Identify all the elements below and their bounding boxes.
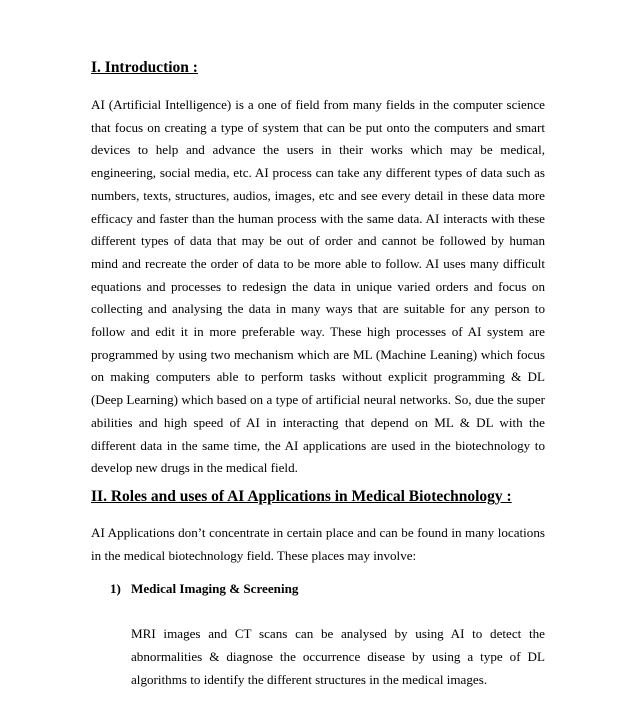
list-item-medical-imaging (110, 579, 564, 599)
document-page (91, 58, 545, 705)
list-item-title: Medical Imaging & Screening (131, 581, 299, 597)
section-2-paragraph: AI Applications don’t concentrate in certain place and can be found in many locations in the medical biotechnology field. These places may involve: (91, 524, 545, 563)
section-2-heading: II. Roles and uses of AI Applications in Medical Biotechnology : (91, 487, 512, 505)
list-item-number: 1) (110, 581, 121, 597)
section-1-paragraph: AI (Artificial Intelligence) is a one of field from many fields in the computer science that focus on creating a type of system that can be put onto the computers and smart devices to help and advance the users in their works which may be medical, engineering, social media, etc. AI process can take any different types of data such as numbers, texts, structures, audios, images, etc and see every detail in these data more efficacy and faster than the human process with the same data. AI interacts with these different types of data that may be out of order and cannot be followed by human mind and recreate the order of data to be more able to follow. AI uses many difficult equations and processes to redesign the data in unique varied orders and focus on collecting and analysing the data in many ways that are suitable for any person to follow and edit it in more preferable way. These high processes of AI system are programmed by using two mechanism which are ML (Machine Leaning) which focus on making computers able to perform tasks without explicit programming & DL (Deep Learning) which based on a type of artificial neural networks. So, due the super abilities and high speed of AI in interacting that depend on ML & DL with the different data in the same time, the AI applications are used in the biotechnology to develop new drugs in the medical field. (91, 97, 545, 476)
section-1-heading: I. Introduction : (91, 59, 198, 76)
list-item-text: MRI images and CT scans can be analysed by using AI to detect the abnormalities & diagnose the occurrence disease by using a type of DL algorithms to identify the different structures in the medical images. (131, 626, 545, 687)
